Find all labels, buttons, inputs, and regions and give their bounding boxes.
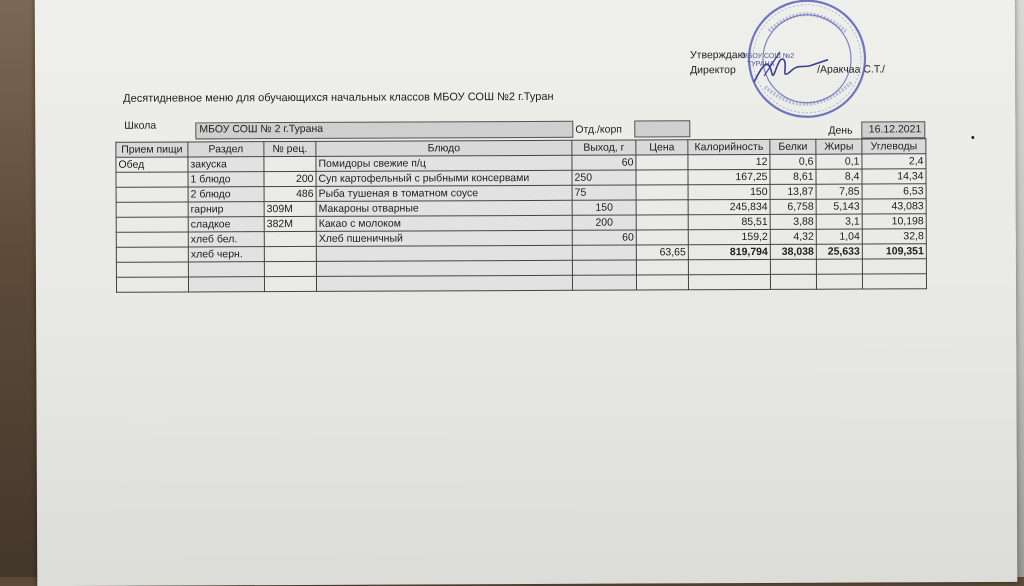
table-cell [188,262,264,277]
table-cell [188,277,264,292]
table-cell [264,276,316,291]
table-cell: 60 [572,155,636,170]
table-cell: 250 [572,170,636,185]
table-cell: 12 [688,154,770,169]
table-cell: 7,85 [816,184,862,199]
table-cell: гарнир [188,202,264,217]
column-header: Углеводы [862,139,926,154]
document-title: Десятидневное меню для обучающихся начальных классов МБОУ СОШ №2 г.Туран [123,90,554,105]
table-cell [572,245,636,260]
table-cell [770,259,816,274]
table-cell: 14,34 [862,169,926,184]
table-cell: 3,1 [816,214,862,229]
table-cell: 0,6 [770,154,816,169]
table-cell: хлеб черн. [188,247,264,262]
column-header: Цена [636,140,688,155]
table-cell [116,187,188,202]
table-cell: 1 блюдо [188,172,264,187]
table-cell: 8,4 [816,169,862,184]
table-cell [862,274,926,289]
approve-label: Утверждаю [689,49,746,62]
table-cell [636,200,688,215]
table-cell [264,231,316,246]
table-cell: 32,8 [862,229,926,244]
table-cell: 150 [572,200,636,215]
school-label: Школа [124,119,157,132]
school-field [195,121,573,140]
column-header: Прием пищи [116,142,188,157]
table-cell [816,274,862,289]
table-cell: хлеб бел. [188,232,264,247]
day-field [861,121,925,138]
table-cell: 4,32 [770,229,816,244]
table-cell [688,274,770,289]
table-cell [636,155,688,170]
table-cell [636,170,688,185]
table-cell [264,246,316,261]
table-cell: 63,65 [636,245,688,260]
table-cell: сладкое [188,217,264,232]
otd-field [634,120,690,137]
day-value: 16.12.2021 [868,123,922,136]
table-cell [116,232,188,247]
table-cell: Макароны отварные [316,200,572,216]
table-cell [636,275,688,290]
day-label: День [828,124,853,137]
table-cell [316,260,572,276]
table-cell: 109,351 [862,244,926,259]
table-cell: 13,87 [770,184,816,199]
table-cell [316,245,572,261]
table-cell: Помидоры свежие п/ц [316,155,572,171]
column-header: Калорийность [688,139,770,154]
table-cell: 10,198 [862,214,926,229]
signature-icon [750,46,830,91]
table-cell: 8,61 [770,169,816,184]
table-cell [116,172,188,187]
table-cell: 3,88 [770,214,816,229]
table-cell [636,260,688,275]
ink-dot [971,136,974,139]
stamp-text-line1: МБОУ СОШ №2 [741,52,795,61]
table-cell [116,217,188,232]
table-cell [264,261,316,276]
table-cell: 6,53 [862,184,926,199]
table-cell [116,262,188,277]
column-header: Раздел [188,142,264,157]
table-cell: 60 [572,230,636,245]
table-cell [572,275,636,290]
table-cell [572,260,636,275]
column-header: Белки [770,139,816,154]
table-cell [688,259,770,274]
table-cell: 819,794 [688,244,770,259]
table-cell: закуска [188,157,264,172]
table-cell: 245,834 [688,199,770,214]
table-cell: 38,038 [770,244,816,259]
table-cell [816,259,862,274]
table-cell: 1,04 [816,229,862,244]
table-cell [116,277,188,292]
table-cell: 75 [572,185,636,200]
otd-label: Отд./корп [575,123,623,136]
table-cell: 5,143 [816,199,862,214]
table-cell [116,202,188,217]
stamp-text-line2: ТУРАНА [747,60,775,69]
document-page [35,0,1018,586]
table-cell: 0,1 [816,154,862,169]
menu-table [115,138,927,293]
table-cell [636,230,688,245]
table-cell: 309М [264,201,316,216]
director-name: /Аракчаа С.Т./ [817,63,885,76]
table-cell: 43,083 [862,199,926,214]
column-header: Жиры [816,139,862,154]
table-cell: 200 [264,171,316,186]
table-cell [316,275,572,291]
table-cell: 486 [264,186,316,201]
column-header: Блюдо [316,140,572,156]
table-cell: 2,4 [862,154,926,169]
table-cell: Хлеб пшеничный [316,230,572,246]
table-cell [636,215,688,230]
table-cell: 159,2 [688,229,770,244]
table-cell: 85,51 [688,214,770,229]
table-cell: Какао с молоком [316,215,572,231]
column-header: № рец. [264,141,316,156]
table-cell: Обед [116,157,188,172]
column-header: Выход, г [572,140,636,155]
table-cell [636,185,688,200]
table-cell: 167,25 [688,169,770,184]
table-cell [862,259,926,274]
table-cell: 150 [688,184,770,199]
table-cell: 382М [264,216,316,231]
table-row [116,274,926,293]
table-cell: 25,633 [816,244,862,259]
table-cell [264,156,316,171]
table-cell [116,247,188,262]
school-value: МБОУ СОШ № 2 г.Турана [199,122,324,136]
table-cell [770,274,816,289]
table-cell: 6,758 [770,199,816,214]
table-cell: Суп картофельный с рыбными консервами [316,170,572,186]
director-label: Директор [690,64,736,77]
table-cell: 200 [572,215,636,230]
table-cell: 2 блюдо [188,187,264,202]
table-cell: Рыба тушеная в томатном соусе [316,185,572,201]
